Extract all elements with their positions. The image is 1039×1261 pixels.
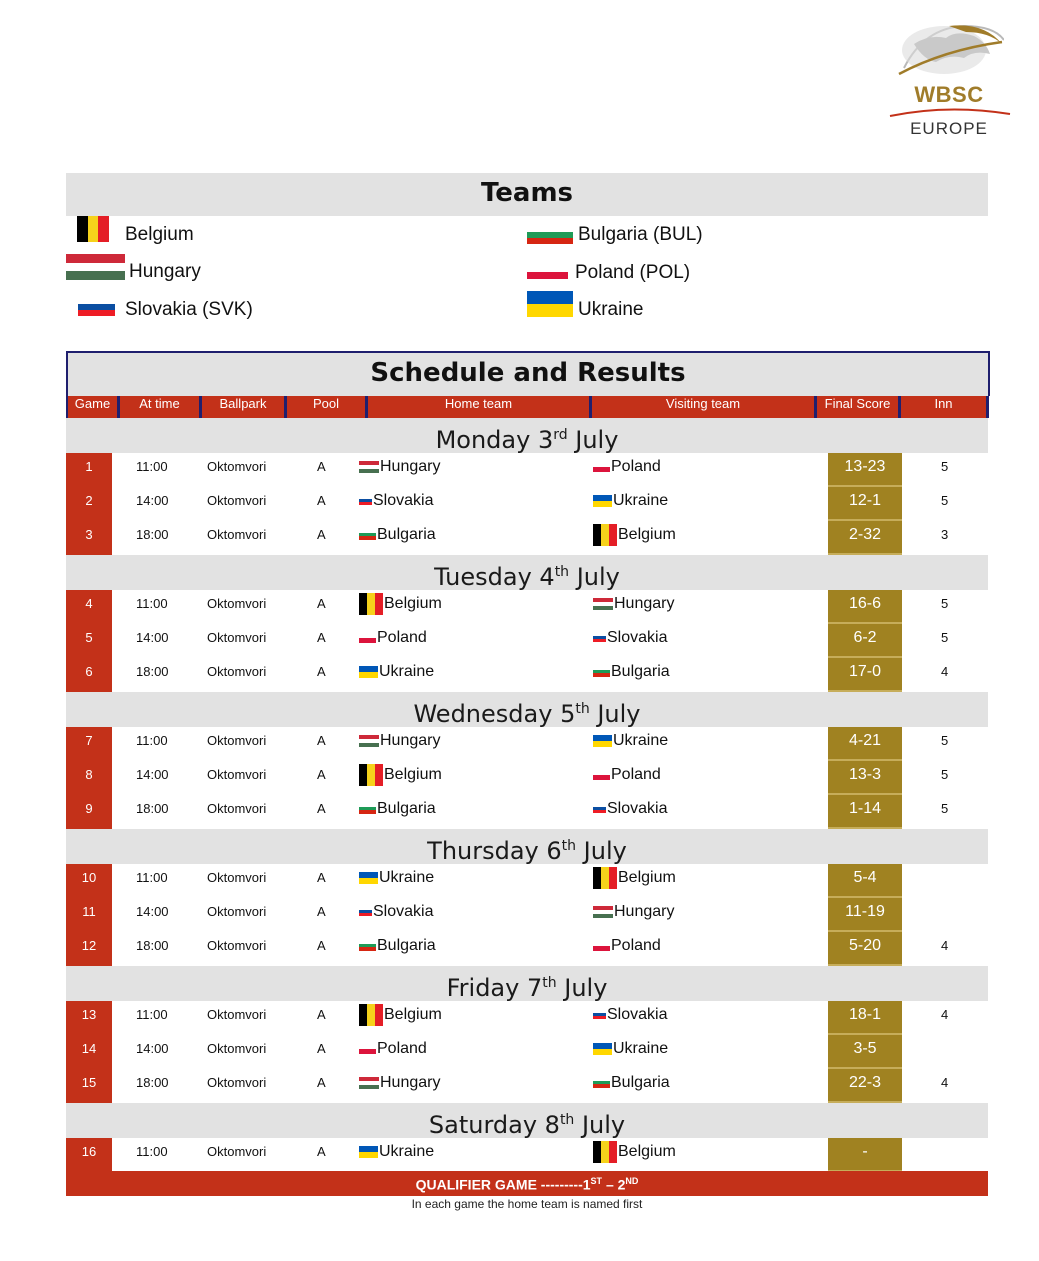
home-team — [359, 727, 440, 761]
bulgaria-flag-icon — [593, 1078, 610, 1088]
poland-flag-icon — [359, 1044, 376, 1054]
table-row — [66, 1138, 988, 1172]
visiting-team — [593, 487, 668, 521]
home-team — [359, 1035, 427, 1069]
footnote: In each game the home team is named first — [411, 1197, 643, 1211]
game-time: 11:00 — [136, 596, 168, 611]
home-team-name: Hungary — [380, 732, 441, 749]
day-label: Saturday 8 — [428, 1111, 560, 1139]
belgium-flag-icon — [593, 1141, 617, 1163]
visiting-team — [593, 1035, 668, 1069]
game-number: 1 — [66, 453, 112, 487]
innings: 3 — [941, 527, 949, 542]
day-suffix: th — [559, 1112, 575, 1128]
final-score: 16-6 — [828, 590, 902, 624]
visiting-team — [593, 932, 661, 966]
home-team — [359, 1001, 442, 1035]
final-score: 5-4 — [828, 864, 902, 898]
game-pool: A — [317, 527, 326, 542]
game-time: 14:00 — [136, 493, 169, 508]
home-team-name: Belgium — [384, 1006, 442, 1023]
slovakia-flag-icon — [593, 1010, 606, 1019]
game-ballpark: Oktomvori — [207, 733, 267, 748]
game-number: 3 — [66, 521, 112, 555]
home-team — [359, 864, 434, 898]
game-number: 7 — [66, 727, 112, 761]
table-row — [66, 658, 988, 692]
game-number: 16 — [66, 1138, 112, 1172]
game-number: 12 — [66, 932, 112, 966]
game-number: 9 — [66, 795, 112, 829]
visiting-team — [593, 1138, 676, 1172]
bulgaria-flag-icon — [359, 941, 376, 951]
game-time: 11:00 — [136, 870, 168, 885]
visiting-team — [593, 453, 661, 487]
home-team — [359, 761, 442, 795]
final-score: 4-21 — [828, 727, 902, 761]
game-pool: A — [317, 870, 326, 885]
game-number: 6 — [66, 658, 112, 692]
game-ballpark: Oktomvori — [207, 1144, 267, 1159]
logo-swoosh — [888, 106, 1012, 118]
home-team-name: Belgium — [384, 595, 442, 612]
game-pool: A — [317, 733, 326, 748]
game-ballpark: Oktomvori — [207, 767, 267, 782]
column-header-final-score: Final Score — [814, 396, 898, 418]
table-row — [66, 761, 988, 795]
game-time: 18:00 — [136, 664, 169, 679]
game-ballpark: Oktomvori — [207, 527, 267, 542]
innings: 5 — [941, 459, 949, 474]
final-score: - — [828, 1138, 902, 1172]
slovakia-flag-icon — [593, 804, 606, 813]
visiting-team-name: Ukraine — [613, 1040, 669, 1057]
visiting-team-name: Slovakia — [607, 800, 668, 817]
table-row — [66, 453, 988, 487]
column-header-home-team: Home team — [365, 396, 589, 418]
qualifier-banner — [66, 1171, 988, 1196]
visiting-team-name: Bulgaria — [611, 1074, 670, 1091]
hungary-flag-icon — [593, 598, 613, 610]
home-team — [359, 898, 433, 932]
game-ballpark: Oktomvori — [207, 870, 267, 885]
day-heading — [66, 418, 988, 453]
table-row — [66, 1001, 988, 1035]
ukraine-flag-icon — [359, 1146, 378, 1158]
column-header-visiting-team: Visiting team — [589, 396, 814, 418]
belgium-flag-icon — [593, 524, 617, 546]
home-team — [359, 590, 442, 624]
visiting-team — [593, 624, 667, 658]
day-label: Monday 3 — [435, 426, 554, 454]
logo-wbsc-text: WBSC — [914, 82, 984, 107]
home-team — [359, 1069, 440, 1103]
game-ballpark: Oktomvori — [207, 596, 267, 611]
visiting-team — [593, 795, 667, 829]
day-heading — [66, 966, 988, 1001]
innings: 4 — [941, 1075, 949, 1090]
innings: 5 — [941, 596, 949, 611]
home-team-name: Bulgaria — [377, 800, 436, 817]
column-header-game: Game — [66, 396, 117, 418]
ukraine-flag-icon — [359, 666, 378, 678]
day-month: July — [589, 700, 641, 728]
poland-flag-icon — [593, 462, 610, 472]
visiting-team-name: Poland — [611, 458, 661, 475]
innings: 4 — [941, 1007, 949, 1022]
table-row — [66, 487, 988, 521]
column-header-inn: Inn — [898, 396, 986, 418]
bulgaria-flag-icon — [593, 667, 610, 677]
qualifier-sup-1: ST — [590, 1176, 603, 1186]
hungary-flag-icon — [593, 906, 613, 918]
ukraine-flag-icon — [593, 1043, 612, 1055]
home-team-name: Bulgaria — [377, 526, 436, 543]
day-suffix: th — [554, 564, 570, 580]
game-time: 14:00 — [136, 904, 169, 919]
day-heading — [66, 1103, 988, 1138]
home-team-name: Ukraine — [379, 663, 435, 680]
bulgaria-flag-icon — [359, 804, 376, 814]
belgium-flag-icon — [593, 867, 617, 889]
column-header-time: At time — [117, 396, 199, 418]
visiting-team-name: Slovakia — [607, 1006, 668, 1023]
game-ballpark: Oktomvori — [207, 493, 267, 508]
home-team-name: Poland — [377, 629, 427, 646]
day-label: Friday 7 — [446, 974, 543, 1002]
game-time: 11:00 — [136, 459, 168, 474]
visiting-team-name: Bulgaria — [611, 663, 670, 680]
innings: 5 — [941, 493, 949, 508]
visiting-team — [593, 1001, 667, 1035]
game-number: 15 — [66, 1069, 112, 1103]
visiting-team — [593, 521, 676, 555]
visiting-team — [593, 658, 670, 692]
table-row — [66, 1069, 988, 1103]
home-team-name: Hungary — [380, 1074, 441, 1091]
column-header-ballpark: Ballpark — [199, 396, 284, 418]
visiting-team-name: Belgium — [618, 1143, 676, 1160]
day-label: Tuesday 4 — [434, 563, 555, 591]
visiting-team — [593, 590, 674, 624]
game-time: 18:00 — [136, 527, 169, 542]
innings: 4 — [941, 664, 949, 679]
home-team-name: Ukraine — [379, 869, 435, 886]
home-team — [359, 658, 434, 692]
game-number: 13 — [66, 1001, 112, 1035]
game-number: 8 — [66, 761, 112, 795]
qualifier-sup-2: ND — [625, 1176, 639, 1186]
final-score: 13-3 — [828, 761, 902, 795]
visiting-team-name: Belgium — [618, 869, 676, 886]
innings: 5 — [941, 801, 949, 816]
poland-flag-icon — [593, 941, 610, 951]
final-score: 17-0 — [828, 658, 902, 692]
game-time: 14:00 — [136, 767, 169, 782]
game-pool: A — [317, 1075, 326, 1090]
visiting-team-name: Hungary — [614, 903, 675, 920]
game-pool: A — [317, 630, 326, 645]
game-time: 18:00 — [136, 801, 169, 816]
home-team-name: Slovakia — [373, 492, 434, 509]
visiting-team-name: Belgium — [618, 526, 676, 543]
game-ballpark: Oktomvori — [207, 664, 267, 679]
poland-flag-icon — [359, 633, 376, 643]
logo-europe-text: EUROPE — [910, 119, 988, 138]
day-label: Wednesday 5 — [413, 700, 576, 728]
ukraine-flag-icon — [593, 735, 612, 747]
poland-flag-icon — [527, 265, 568, 279]
game-ballpark: Oktomvori — [207, 1041, 267, 1056]
visiting-team-name: Ukraine — [613, 492, 669, 509]
game-number: 10 — [66, 864, 112, 898]
game-time: 11:00 — [136, 1007, 168, 1022]
game-time: 18:00 — [136, 1075, 169, 1090]
game-time: 14:00 — [136, 1041, 169, 1056]
day-suffix: th — [575, 701, 590, 717]
day-heading — [66, 692, 988, 727]
game-number: 4 — [66, 590, 112, 624]
day-heading — [66, 555, 988, 590]
day-suffix: rd — [553, 427, 568, 443]
belgium-flag-icon — [359, 1004, 383, 1026]
slovakia-flag-icon — [359, 907, 372, 916]
day-month: July — [574, 1111, 626, 1139]
final-score: 11-19 — [828, 898, 902, 932]
hungary-flag-icon — [359, 461, 379, 473]
game-ballpark: Oktomvori — [207, 1007, 267, 1022]
visiting-team — [593, 864, 676, 898]
table-row — [66, 898, 988, 932]
visiting-team — [593, 761, 661, 795]
home-team — [359, 521, 436, 555]
game-time: 14:00 — [136, 630, 169, 645]
game-number: 11 — [66, 898, 112, 932]
final-score: 3-5 — [828, 1035, 902, 1069]
game-pool: A — [317, 459, 326, 474]
final-score: 2-32 — [828, 521, 902, 555]
game-number: 14 — [66, 1035, 112, 1069]
game-pool: A — [317, 767, 326, 782]
table-row — [66, 1035, 988, 1069]
belgium-flag-icon — [359, 764, 383, 786]
home-team — [359, 795, 436, 829]
day-month: July — [576, 837, 627, 865]
innings: 5 — [941, 767, 949, 782]
game-pool: A — [317, 1007, 326, 1022]
column-header-pool: Pool — [284, 396, 365, 418]
home-team — [359, 1138, 434, 1172]
home-team-name: Slovakia — [373, 903, 434, 920]
table-row — [66, 590, 988, 624]
home-team — [359, 487, 433, 521]
innings: 4 — [941, 938, 949, 953]
game-ballpark: Oktomvori — [207, 904, 267, 919]
home-team — [359, 453, 440, 487]
final-score: 1-14 — [828, 795, 902, 829]
visiting-team-name: Slovakia — [607, 629, 668, 646]
innings: 5 — [941, 630, 949, 645]
qualifier-mid: – 2 — [602, 1176, 626, 1193]
table-row — [66, 864, 988, 898]
table-row — [66, 521, 988, 555]
wbsc-europe-logo — [886, 20, 1012, 138]
visiting-team-name: Poland — [611, 766, 661, 783]
game-time: 11:00 — [136, 1144, 168, 1159]
ukraine-flag-icon — [527, 291, 573, 317]
game-pool: A — [317, 493, 326, 508]
home-team-name: Poland — [377, 1040, 427, 1057]
game-ballpark: Oktomvori — [207, 1075, 267, 1090]
table-row — [66, 795, 988, 829]
game-pool: A — [317, 664, 326, 679]
day-label: Thursday 6 — [427, 837, 562, 865]
visiting-team — [593, 898, 674, 932]
ukraine-flag-icon — [593, 495, 612, 507]
game-pool: A — [317, 938, 326, 953]
final-score: 22-3 — [828, 1069, 902, 1103]
visiting-team-name: Poland — [611, 937, 661, 954]
home-team-name: Hungary — [380, 458, 441, 475]
slovakia-flag-icon — [359, 496, 372, 505]
hungary-flag-icon — [359, 735, 379, 747]
game-pool: A — [317, 801, 326, 816]
game-time: 18:00 — [136, 938, 169, 953]
day-month: July — [556, 974, 608, 1002]
home-team-name: Ukraine — [379, 1143, 435, 1160]
final-score: 18-1 — [828, 1001, 902, 1035]
belgium-flag-icon — [77, 216, 109, 242]
day-month: July — [569, 563, 620, 591]
belgium-flag-icon — [359, 593, 383, 615]
slovakia-flag-icon — [78, 298, 115, 316]
final-score: 12-1 — [828, 487, 902, 521]
visiting-team — [593, 1069, 670, 1103]
day-month: July — [567, 426, 619, 454]
bulgaria-flag-icon — [359, 530, 376, 540]
globe-icon — [894, 20, 1004, 80]
game-ballpark: Oktomvori — [207, 801, 267, 816]
schedule-title: Schedule and Results — [66, 351, 990, 396]
hungary-flag-icon — [66, 254, 125, 280]
day-suffix: th — [542, 975, 557, 991]
visiting-team-name: Hungary — [614, 595, 675, 612]
bulgaria-flag-icon — [527, 226, 573, 244]
game-pool: A — [317, 904, 326, 919]
home-team-name: Belgium — [384, 766, 442, 783]
header-border — [986, 396, 989, 418]
game-number: 2 — [66, 487, 112, 521]
final-score: 13-23 — [828, 453, 902, 487]
game-ballpark: Oktomvori — [207, 938, 267, 953]
home-team-name: Bulgaria — [377, 937, 436, 954]
visiting-team — [593, 727, 668, 761]
table-row — [66, 727, 988, 761]
game-ballpark: Oktomvori — [207, 459, 267, 474]
game-ballpark: Oktomvori — [207, 630, 267, 645]
qualifier-text: QUALIFIER GAME ---------1 — [415, 1176, 591, 1193]
game-pool: A — [317, 1041, 326, 1056]
day-heading — [66, 829, 988, 864]
game-number: 5 — [66, 624, 112, 658]
game-time: 11:00 — [136, 733, 168, 748]
table-row — [66, 624, 988, 658]
poland-flag-icon — [593, 770, 610, 780]
table-row — [66, 932, 988, 966]
home-team — [359, 624, 427, 658]
home-team — [359, 932, 436, 966]
hungary-flag-icon — [359, 1077, 379, 1089]
final-score: 5-20 — [828, 932, 902, 966]
ukraine-flag-icon — [359, 872, 378, 884]
visiting-team-name: Ukraine — [613, 732, 669, 749]
game-pool: A — [317, 1144, 326, 1159]
day-suffix: th — [561, 838, 577, 854]
innings: 5 — [941, 733, 949, 748]
game-pool: A — [317, 596, 326, 611]
slovakia-flag-icon — [593, 633, 606, 642]
teams-title: Teams — [66, 173, 988, 216]
final-score: 6-2 — [828, 624, 902, 658]
